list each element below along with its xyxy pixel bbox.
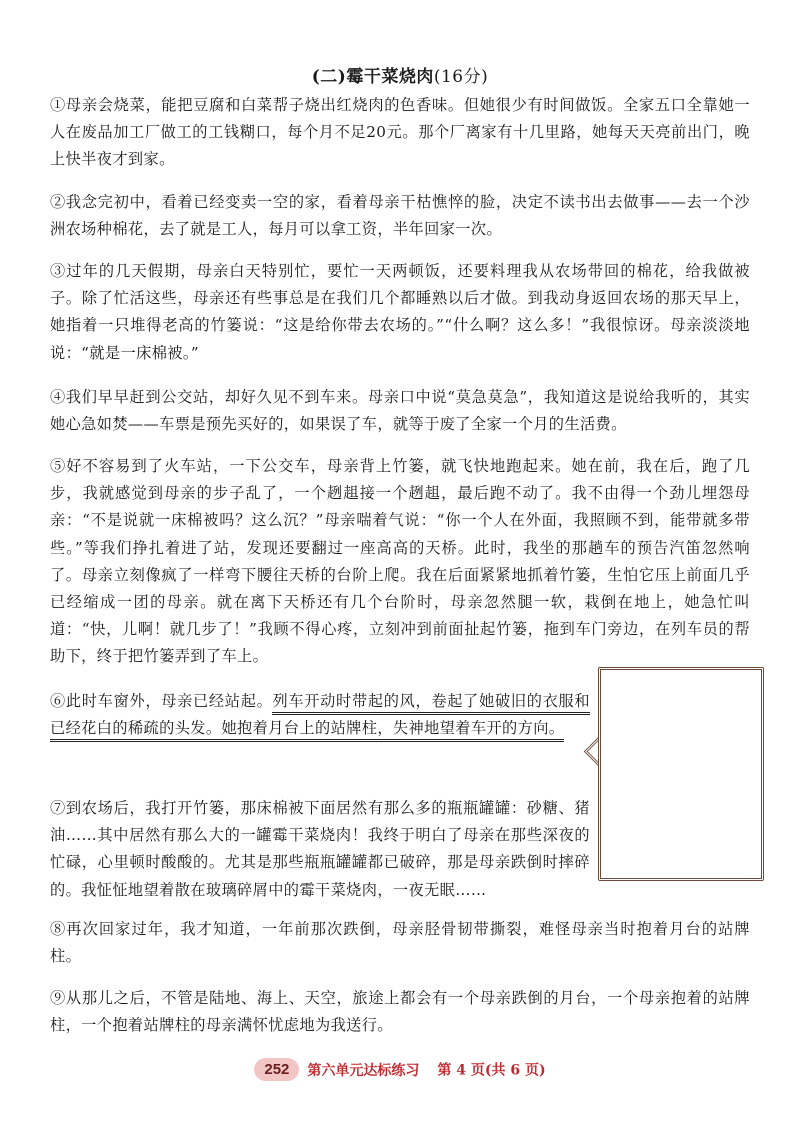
paragraph-3: ③过年的几天假期，母亲白天特别忙，要忙一天两顿饭，还要料理我从农场带回的棉花，给我做被子。除了忙活这些，母亲还有些事总是在我们几个都睡熟以后才做。到我动身返回农场的那天早上，她指着一只堆得老高的竹篓说：“这是给你带去农场的。”“什么啊？这么多！”我很惊讶。母亲淡淡地说：“就是一床棉被。”	[50, 262, 750, 362]
paragraph-2: ②我念完初中，看着已经变卖一空的家，看着母亲干枯憔悴的脸，决定不读书出去做事——去一个沙洲农场种棉花，去了就是工人，每月可以拿工资，半年回家一次。	[50, 193, 750, 239]
paragraph-1: ①母亲会烧菜，能把豆腐和白菜帮子烧出红烧肉的色香味。但她很少有时间做饭。全家五口全靠她一人在废品加工厂做工的工钱糊口，每个月不足20元。那个厂离家有十几里路，她每天天亮前出门，晚上快半夜才到家。	[50, 96, 750, 169]
paragraph-8: ⑧再次回家过年，我才知道，一年前那次跌倒，母亲胫骨韧带撕裂，难怪母亲当时抱着月台的站牌柱。	[50, 920, 750, 966]
page-number-badge: 252	[254, 1058, 299, 1081]
paragraph-6	[50, 688, 590, 742]
annotation-box[interactable]	[598, 667, 764, 881]
paragraph-4: ④我们早早赶到公交站，却好久见不到车来。母亲口中说“莫急莫急”，我知道这是说给我听的，其实她心急如焚——车票是预先买好的，如果误了车，就等于废了全家一个月的生活费。	[50, 388, 750, 434]
title-main: (二)霉干菜烧肉	[311, 67, 434, 87]
footer-unit-text: 第六单元达标练习	[307, 1062, 420, 1079]
paragraph-6-underlined-sentence: 列车开动时带起的风，卷起了她破旧的衣服和已经花白的稀疏的头发。她抱着月台上的站牌柱，失神地望着车开的方向。	[50, 692, 590, 742]
paragraph-5: ⑤好不容易到了火车站，一下公交车，母亲背上竹篓，就飞快地跑起来。她在前，我在后，跑了几步，我就感觉到母亲的步子乱了，一个趔趄接一个趔趄，最后跑不动了。我不由得一个劲儿埋怨母亲：“不是说就一床棉被吗？这么沉？”母亲喘着气说：“你一个人在外面，我照顾不到，能带就多带些。”等我们挣扎着进了站，发现还要翻过一座高高的天桥。此时，我坐的那趟车的预告汽笛忽然响了。母亲立刻像疯了一样弯下腰往天桥的台阶上爬。我在后面紧紧地抓着竹篓，生怕它压上前面几乎已经缩成一团的母亲。就在离下天桥还有几个台阶时，母亲忽然腿一软，栽倒在地上，她急忙叫道：“快，儿啊！就几步了！”我顾不得心疼，立刻冲到前面扯起竹篓，拖到车门旁边，在列车员的帮助下，终于把竹篓弄到了车上。	[50, 457, 750, 666]
page-footer	[0, 1058, 800, 1098]
title-score: (16分)	[433, 67, 489, 87]
footer-page-info: 第 4 页(共 6 页)	[437, 1062, 546, 1079]
paragraph-7: ⑦到农场后，我打开竹篓，那床棉被下面居然有那么多的瓶瓶罐罐：砂糖、猪油……其中居然有那么大的一罐霉干菜烧肉！我终于明白了母亲在那些深夜的忙碌，心里顿时酸酸的。尤其是那些瓶瓶罐罐都已破碎，那是母亲跌倒时摔碎的。我怔怔地望着散在玻璃碎屑中的霉干菜烧肉，一夜无眠……	[50, 799, 590, 899]
passage-title	[0, 62, 800, 87]
paragraph-9: ⑨从那儿之后，不管是陆地、海上、天空，旅途上都会有一个母亲跌倒的月台，一个母亲抱着的站牌柱，一个抱着站牌柱的母亲满怀忧虑地为我送行。	[50, 989, 750, 1035]
paragraph-6-lead: ⑥此时车窗外，母亲已经站起。	[50, 692, 273, 710]
